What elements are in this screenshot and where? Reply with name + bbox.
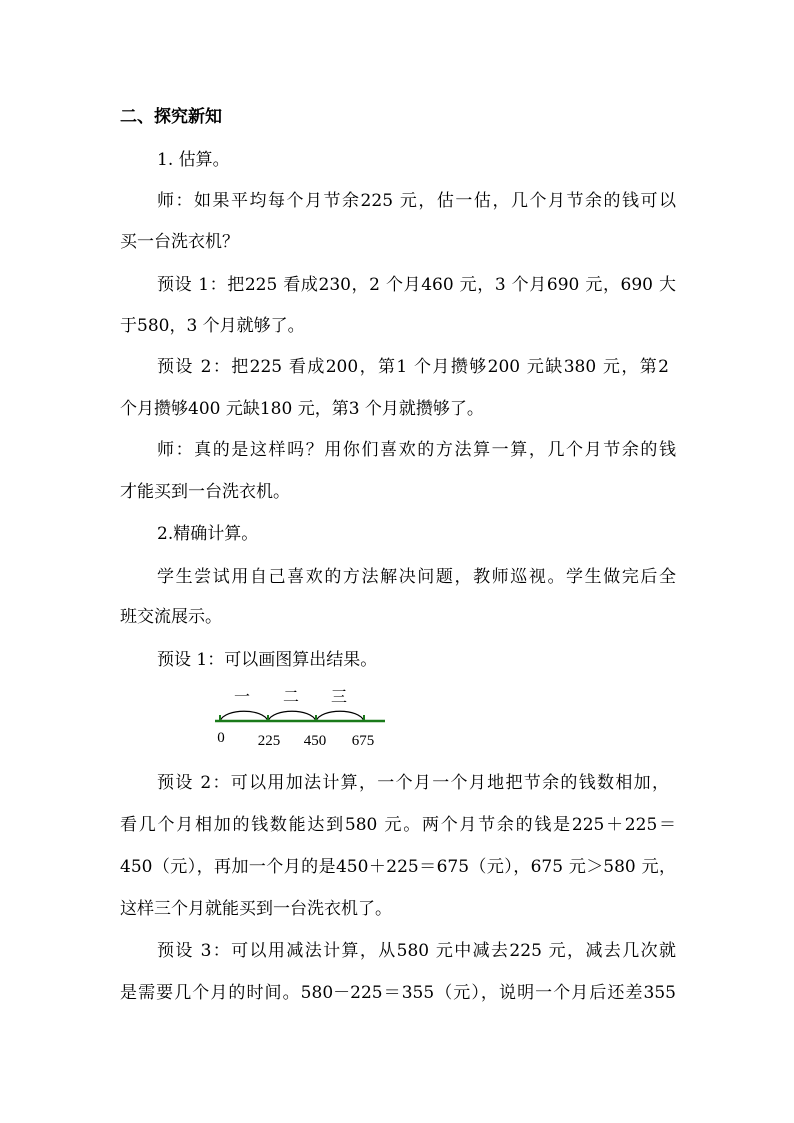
jump-arc-2 [268, 711, 316, 721]
paragraph-line: 预设 2：把225 看成200，第1 个月攒够200 元缺380 元，第2 [157, 357, 669, 377]
month-label-1: 一 [233, 687, 251, 706]
tick-label-450: 450 [303, 733, 327, 749]
month-label-3: 三 [330, 687, 348, 706]
paragraph-line: 看几个月相加的钱数能达到580 元。两个月节余的钱是225＋225＝ [120, 815, 676, 835]
number-line-diagram [205, 684, 395, 754]
jump-arc-3 [316, 711, 364, 721]
tick-label-0: 0 [217, 730, 225, 746]
paragraph-line: 450（元），再加一个月的是450＋225＝675（元），675 元＞580 元， [120, 857, 676, 877]
paragraph-line: 才能买到一台洗衣机。 [120, 482, 290, 502]
paragraph-line: 师：真的是这样吗？用你们喜欢的方法算一算，几个月节余的钱 [157, 440, 676, 460]
subheading-exact-calculation: 2.精确计算。 [157, 524, 259, 544]
tick-label-225: 225 [257, 733, 281, 749]
paragraph-line: 预设 1：把225 看成230，2 个月460 元，3 个月690 元，690 大 [157, 275, 676, 295]
paragraph-line: 师：如果平均每个月节余225 元，估一估，几个月节余的钱可以 [157, 191, 676, 211]
tick-label-675: 675 [351, 733, 375, 749]
paragraph-line: 是需要几个月的时间。580－225＝355（元），说明一个月后还差355 [120, 983, 676, 1003]
paragraph-line: 学生尝试用自己喜欢的方法解决问题，教师巡视。学生做完后全 [157, 567, 676, 587]
month-label-2: 二 [282, 687, 300, 706]
jump-arc-1 [220, 711, 268, 721]
paragraph-line: 于580，3 个月就够了。 [120, 316, 305, 336]
paragraph-line: 这样三个月就能买到一台洗衣机了。 [120, 899, 392, 919]
paragraph-line: 预设 1：可以画图算出结果。 [157, 650, 378, 670]
section-heading: 二、探究新知 [120, 107, 222, 127]
paragraph-line: 个月攒够400 元缺180 元，第3 个月就攒够了。 [120, 399, 484, 419]
paragraph-line: 买一台洗衣机？ [120, 232, 239, 252]
paragraph-line: 预设 3：可以用减法计算，从580 元中减去225 元，减去几次就 [157, 941, 676, 961]
subheading-estimation: 1. 估算。 [157, 150, 230, 170]
paragraph-line: 预设 2：可以用加法计算，一个月一个月地把节余的钱数相加， [157, 773, 669, 793]
paragraph-line: 班交流展示。 [120, 607, 222, 627]
